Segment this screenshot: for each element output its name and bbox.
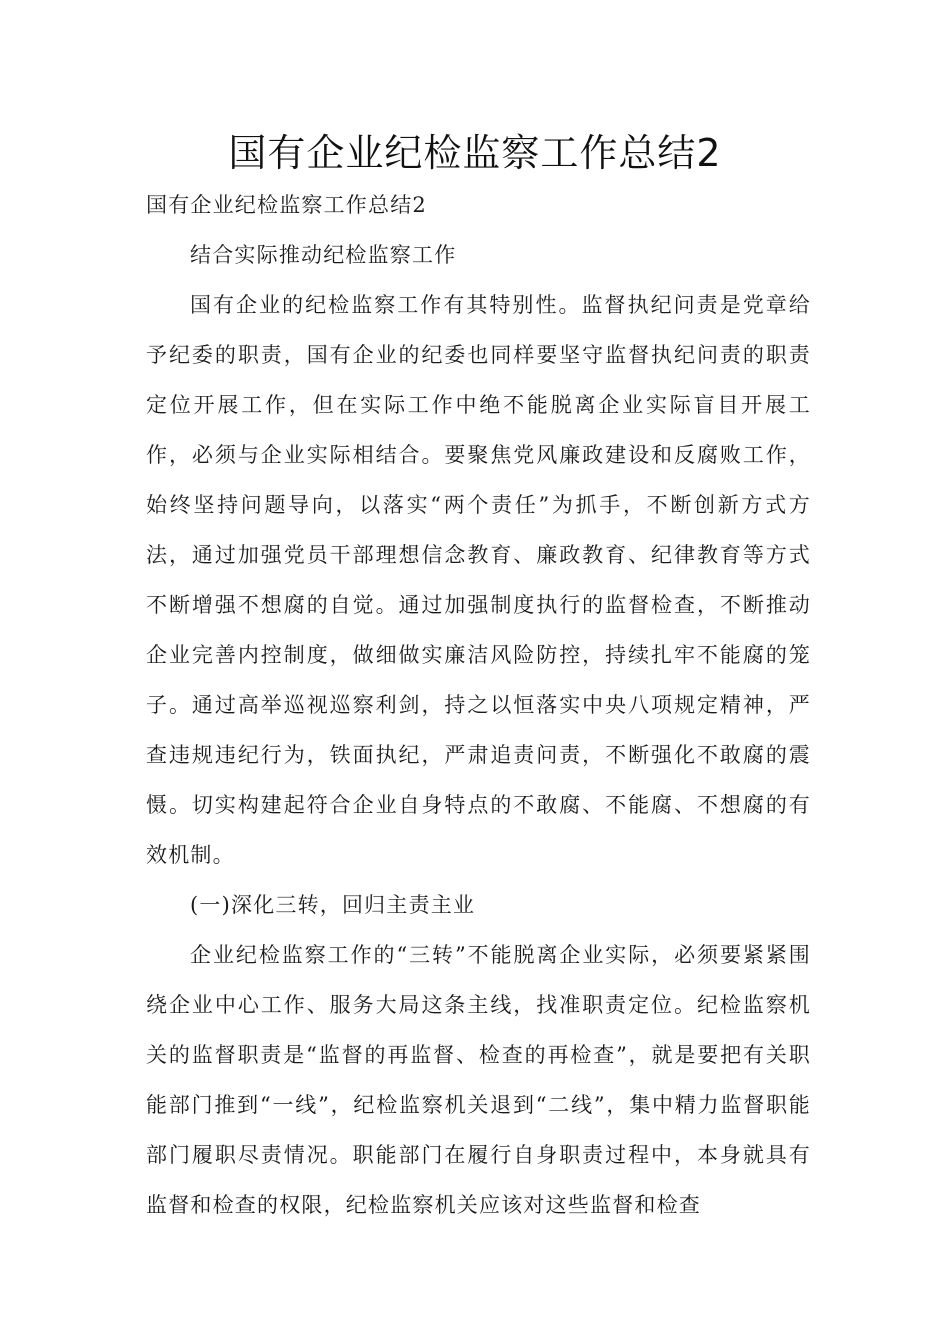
section-heading: 结合实际推动纪检监察工作 <box>190 243 457 267</box>
body-paragraph-1: 国有企业的纪检监察工作有其特别性。监督执纪问责是党章给予纪委的职责，国有企业的纪委也同样要坚守监督执纪问责的职责定位开展工作，但在实际工作中绝不能脱离企业实际盲目开展工作，必须与企业实际相结合。要聚焦党风廉政建设和反腐败工作，始终坚持问题导向，以落实“两个责任”为抓手，不断创新方式方法，通过加强党员干部理想信念教育、廉政教育、纪律教育等方式不断增强不想腐的自觉。通过加强制度执行的监督检查，不断推动企业完善内控制度，做细做实廉洁风险防控，持续扎牢不能腐的笼子。通过高举巡视巡察利剑，持之以恒落实中央八项规定精神，严查违规违纪行为，铁面执纪，严肃追责问责，不断强化不敢腐的震慑。切实构建起符合企业自身特点的不敢腐、不能腐、不想腐的有效机制。 <box>146 293 811 867</box>
subsection-heading: (一)深化三转，回归主责主业 <box>190 893 476 917</box>
document-body <box>146 180 811 1230</box>
document-title: 国有企业纪检监察工作总结2 <box>228 131 722 175</box>
document-subtitle: 国有企业纪检监察工作总结2 <box>146 193 427 217</box>
body-paragraph-2: 企业纪检监察工作的“三转”不能脱离企业实际，必须要紧紧围绕企业中心工作、服务大局这条主线，找准职责定位。纪检监察机关的监督职责是“监督的再监督、检查的再检查”，就是要把有关职能部门推到“一线”，纪检监察机关退到“二线”，集中精力监督职能部门履职尽责情况。职能部门在履行自身职责过程中，本身就具有监督和检查的权限，纪检监察机关应该对这些监督和检查 <box>146 943 811 1217</box>
